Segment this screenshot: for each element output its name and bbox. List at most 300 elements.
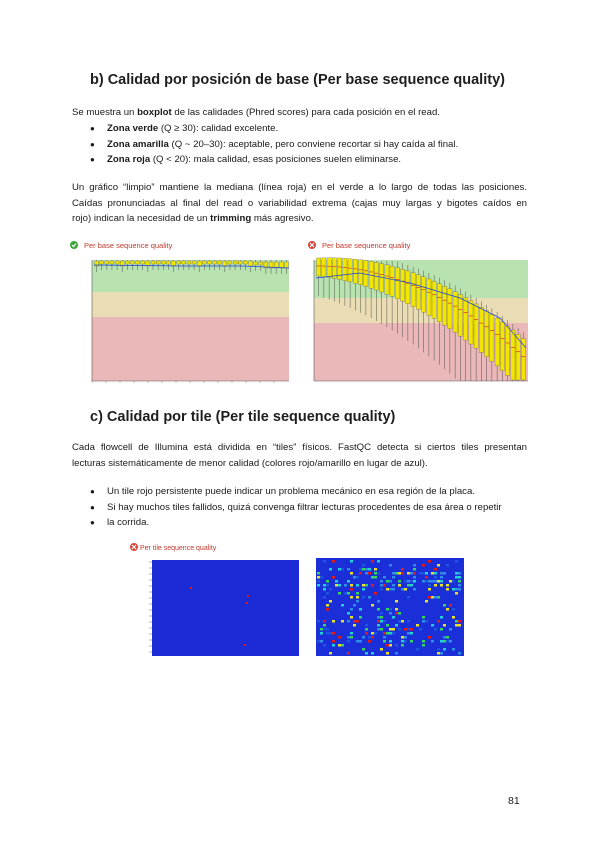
heat-cell	[458, 644, 461, 647]
section-c-bullets	[90, 484, 527, 531]
box	[110, 261, 114, 264]
box	[474, 304, 478, 348]
box	[223, 261, 227, 266]
heat-cell	[428, 580, 431, 583]
heat-cell	[332, 620, 335, 623]
heat-cell	[410, 584, 413, 587]
heat-cell	[380, 628, 383, 631]
heat-cell	[359, 616, 362, 619]
heat-cell	[317, 640, 320, 643]
box	[213, 261, 217, 264]
heat-cell	[347, 592, 350, 595]
heat-cell	[329, 632, 332, 635]
heat-cell	[317, 564, 320, 567]
heat-cell	[422, 616, 425, 619]
heat-cell	[431, 580, 434, 583]
heat-cell	[362, 636, 365, 639]
box	[385, 265, 389, 294]
heat-cell	[341, 620, 344, 623]
heat-cell	[383, 576, 386, 579]
heat-cell	[317, 580, 320, 583]
heat-cell	[350, 636, 353, 639]
heat-cell	[398, 584, 401, 587]
heat-cell	[455, 628, 458, 631]
heat-cell	[341, 644, 344, 647]
box	[348, 259, 352, 282]
heat-cell	[437, 564, 440, 567]
heat-cell	[374, 568, 377, 571]
box	[125, 261, 129, 264]
heat-cell	[332, 632, 335, 635]
heat-cell	[356, 592, 359, 595]
heat-cell	[431, 572, 434, 575]
heat-cell	[353, 576, 356, 579]
heat-cell	[368, 596, 371, 599]
heat-cell	[350, 588, 353, 591]
heat-cell	[443, 640, 446, 643]
heat-cell	[434, 576, 437, 579]
heat-cell	[425, 580, 428, 583]
box	[322, 258, 326, 277]
heat-cell	[362, 564, 365, 567]
para-line: Cada flowcell de Illumina está dividida en “tiles” físicos. FastQC detecta si ciertos tiles presentan	[72, 442, 527, 453]
heat-cell	[323, 596, 326, 599]
heat-cell	[323, 588, 326, 591]
box	[464, 298, 468, 341]
heat-cell	[344, 592, 347, 595]
heat-cell	[359, 640, 362, 643]
heat-cell	[377, 608, 380, 611]
heat-cell	[365, 572, 368, 575]
heat-cell	[440, 580, 443, 583]
heat-cell	[437, 648, 440, 651]
heat-cell	[392, 628, 395, 631]
heat-cell	[317, 572, 320, 575]
heat-cell	[428, 584, 431, 587]
page-number: 81	[508, 795, 520, 807]
heat-cell	[401, 572, 404, 575]
heat-cell	[356, 620, 359, 623]
heat-cell	[323, 584, 326, 587]
heat-cell	[377, 628, 380, 631]
per-base-good-plot	[62, 238, 292, 386]
heat-cell	[422, 564, 425, 567]
heat-cell	[422, 644, 425, 647]
heat-cell	[371, 636, 374, 639]
box	[317, 258, 321, 276]
box	[243, 261, 247, 264]
heat-cell	[347, 652, 350, 655]
box	[458, 295, 462, 337]
heat-cell	[392, 596, 395, 599]
heat-cell	[407, 632, 410, 635]
heat-cell	[362, 596, 365, 599]
heat-cell	[362, 588, 365, 591]
heat-cell	[455, 612, 458, 615]
heat-cell	[338, 636, 341, 639]
heat-cell	[356, 600, 359, 603]
box	[479, 307, 483, 352]
box	[495, 318, 499, 366]
heat-cell	[443, 572, 446, 575]
heat-cell	[392, 588, 395, 591]
para-line	[72, 211, 527, 227]
heat-cell	[437, 652, 440, 655]
heat-cell	[455, 576, 458, 579]
heat-cell	[332, 576, 335, 579]
bullet-text: (Q ≥ 30): calidad excelente.	[158, 123, 279, 134]
heat-cell	[398, 580, 401, 583]
heat-cell	[431, 640, 434, 643]
heat-cell	[413, 584, 416, 587]
heat-cell	[329, 588, 332, 591]
heat-cell	[371, 584, 374, 587]
heat-cell	[404, 604, 407, 607]
heat-cell	[350, 572, 353, 575]
heat-cell	[350, 596, 353, 599]
section-b-intro	[72, 105, 440, 121]
heat-cell	[359, 588, 362, 591]
figure-title: Per base sequence quality	[322, 241, 411, 250]
box	[332, 258, 336, 279]
bullet-bold: Zona amarilla	[107, 138, 169, 150]
heat-cell	[350, 616, 353, 619]
box	[469, 301, 473, 344]
box	[182, 261, 186, 264]
box	[254, 262, 258, 265]
intro-text-end: de las calidades (Phred scores) para cada posición en el read.	[171, 107, 440, 118]
box	[228, 261, 232, 264]
heat-cell	[377, 624, 380, 627]
heat-cell	[365, 628, 368, 631]
heat-cell	[338, 576, 341, 579]
heat-cell	[359, 608, 362, 611]
bullet-item: ● Si hay muchos tiles fallidos, quizá convenga filtrar lecturas procedentes de esa área o repetir	[90, 500, 527, 516]
heat-cell	[413, 588, 416, 591]
heat-cell	[455, 588, 458, 591]
heat-cell	[401, 568, 404, 571]
heat-cell	[377, 600, 380, 603]
box	[202, 261, 206, 264]
bullet-bold: Zona verde	[107, 123, 159, 134]
section-c-heading: c) Calidad por tile (Per tile sequence quality)	[90, 409, 396, 425]
heat-cell	[365, 632, 368, 635]
heat-cell	[326, 632, 329, 635]
para-text: más agresivo.	[251, 213, 314, 224]
heat-cell	[440, 640, 443, 643]
heat-cell	[380, 580, 383, 583]
heat-cell	[383, 572, 386, 575]
heat-cell	[404, 620, 407, 623]
box	[172, 261, 176, 266]
heat-cell	[389, 644, 392, 647]
heat-cell	[368, 628, 371, 631]
heat-cell	[356, 584, 359, 587]
heat-cell	[341, 604, 344, 607]
heat-cell	[449, 640, 452, 643]
figure-per-base-good	[62, 238, 292, 386]
heat-cell	[449, 628, 452, 631]
bullet-text: (Q < 20): mala calidad, esas posiciones suelen eliminarse.	[150, 154, 402, 165]
heat-cell	[371, 652, 374, 655]
heat-cell	[434, 568, 437, 571]
para-line: lecturas sistemáticamente de menor calidad (colores rojo/amarillo en lugar de azul).	[72, 457, 428, 469]
bullet-text: (Q ~ 20–30): aceptable, pero conviene recortar si hay caída al final.	[168, 138, 459, 150]
heat-cell	[410, 576, 413, 579]
heat-cell	[317, 620, 320, 623]
heat-cell	[347, 568, 350, 571]
heat-cell	[398, 628, 401, 631]
heat-cell	[359, 644, 362, 647]
box	[427, 279, 431, 315]
heat-cell	[323, 620, 326, 623]
heat-cell	[458, 576, 461, 579]
heat-cell	[389, 628, 392, 631]
heat-cell	[428, 572, 431, 575]
heat-cell	[332, 580, 335, 583]
bullet-bold: Zona roja	[107, 154, 151, 165]
box	[364, 261, 368, 287]
heat-cell	[380, 588, 383, 591]
bullet-red-zone	[90, 152, 530, 168]
heat-cell	[413, 632, 416, 635]
heat-cell	[371, 560, 374, 563]
heat-cell	[434, 584, 437, 587]
heat-cell	[320, 576, 323, 579]
heat-cell	[356, 612, 359, 615]
heat-cell	[425, 620, 428, 623]
heat-cell	[326, 608, 329, 611]
heat-cell	[338, 572, 341, 575]
heat-cell	[422, 620, 425, 623]
heat-cell	[452, 616, 455, 619]
heat-cell	[446, 564, 449, 567]
heat-cell	[329, 596, 332, 599]
box	[238, 261, 242, 264]
heat-cell	[353, 620, 356, 623]
box	[490, 314, 494, 361]
box	[353, 259, 357, 283]
heat-cell	[428, 576, 431, 579]
heat-cell	[389, 580, 392, 583]
bullet-text: la corrida.	[107, 517, 150, 528]
heat-cell	[371, 576, 374, 579]
heat-cell	[446, 608, 449, 611]
heat-cell	[410, 572, 413, 575]
heat-cell	[443, 624, 446, 627]
bullet-item: ● Un tile rojo persistente puede indicar un problema mecánico en esa región de la placa.	[90, 484, 527, 500]
heat-cell	[431, 624, 434, 627]
heat-cell	[413, 564, 416, 567]
heat-cell	[452, 580, 455, 583]
heat-cell	[428, 636, 431, 639]
heat-cell	[416, 648, 419, 651]
heat-cell	[368, 636, 371, 639]
heat-cell	[455, 572, 458, 575]
box	[406, 271, 410, 304]
heat-cell	[386, 592, 389, 595]
heat-cell	[374, 592, 377, 595]
box	[500, 322, 504, 371]
heat-cell	[341, 576, 344, 579]
box	[100, 261, 104, 264]
heat-cell	[443, 636, 446, 639]
heat-cell	[353, 624, 356, 627]
heat-cell	[344, 584, 347, 587]
heat-cell	[389, 612, 392, 615]
heat-cell	[350, 624, 353, 627]
heat-cell	[395, 572, 398, 575]
heat-cell	[326, 568, 329, 571]
heat-cell	[392, 572, 395, 575]
heat-cell	[458, 620, 461, 623]
box	[395, 268, 399, 299]
heat-cell	[326, 592, 329, 595]
heat-cell	[458, 580, 461, 583]
heat-cell	[425, 576, 428, 579]
heat-cell	[455, 560, 458, 563]
heat-cell	[317, 584, 320, 587]
heat-cell	[422, 572, 425, 575]
box	[443, 286, 447, 325]
heat-cell	[323, 628, 326, 631]
heat-cell	[410, 632, 413, 635]
heat-cell	[410, 608, 413, 611]
box	[338, 258, 342, 280]
heat-cell	[443, 648, 446, 651]
heat-cell	[401, 644, 404, 647]
heat-cell	[389, 564, 392, 567]
box	[279, 262, 283, 268]
box	[233, 261, 237, 264]
heat-cell	[431, 596, 434, 599]
heat-cell	[419, 572, 422, 575]
heat-cell	[443, 584, 446, 587]
heat-cell	[401, 616, 404, 619]
heat-cell	[392, 616, 395, 619]
heat-cell	[422, 628, 425, 631]
figure-per-base-bad	[300, 238, 532, 386]
heat-cell	[386, 608, 389, 611]
heat-cell	[434, 580, 437, 583]
heat-cell	[410, 640, 413, 643]
heat-cell	[449, 580, 452, 583]
heat-cell	[383, 620, 386, 623]
heat-cell	[377, 560, 380, 563]
heat-cell	[338, 580, 341, 583]
box	[485, 311, 489, 357]
heat-cell	[440, 616, 443, 619]
heat-cell	[446, 636, 449, 639]
bullet-continuation	[90, 515, 527, 531]
figure-title: Per base sequence quality	[84, 241, 173, 250]
heat-cell	[452, 588, 455, 591]
heat-cell	[347, 580, 350, 583]
heat-cell	[437, 644, 440, 647]
heat-cell	[326, 584, 329, 587]
heat-cell	[365, 624, 368, 627]
heat-cell	[332, 636, 335, 639]
heat-cell	[440, 592, 443, 595]
per-tile-plots	[118, 540, 468, 665]
box	[259, 262, 263, 265]
heat-cell	[401, 620, 404, 623]
heat-cell	[326, 580, 329, 583]
heat-cell	[359, 568, 362, 571]
box	[131, 261, 135, 264]
heat-cell	[347, 620, 350, 623]
heat-cell	[443, 604, 446, 607]
box	[453, 292, 457, 333]
heat-cell	[341, 568, 344, 571]
heat-cell	[356, 576, 359, 579]
heat-cell	[368, 568, 371, 571]
heat-cell	[362, 584, 365, 587]
heat-cell	[320, 640, 323, 643]
heat-cell	[326, 628, 329, 631]
heat-cell	[332, 560, 335, 563]
heat-cell	[458, 584, 461, 587]
heat-cell	[401, 640, 404, 643]
heat-cell	[425, 572, 428, 575]
heat-cell	[350, 560, 353, 563]
box	[192, 261, 196, 264]
heat-cell	[455, 620, 458, 623]
heat-cell	[419, 620, 422, 623]
heat-cell	[458, 624, 461, 627]
heat-cell	[368, 640, 371, 643]
pass-icon	[70, 241, 78, 249]
heat-cell	[446, 584, 449, 587]
heat-cell	[377, 616, 380, 619]
heat-cell	[389, 608, 392, 611]
heat-cell	[395, 608, 398, 611]
section-c-paragraph	[72, 440, 527, 471]
heat-cell	[335, 604, 338, 607]
box	[416, 275, 420, 310]
heat-cell	[389, 640, 392, 643]
heat-cell	[437, 580, 440, 583]
para-line: Caídas pronunciadas al final del read o variabilidad extrema (cajas muy largas y bigotes caídos en	[72, 197, 527, 209]
heat-cell	[440, 652, 443, 655]
heat-cell	[323, 560, 326, 563]
section-b-paragraph	[72, 180, 527, 227]
heat-cell	[392, 576, 395, 579]
box	[390, 266, 394, 296]
heat-cell	[377, 620, 380, 623]
heat-cell	[413, 572, 416, 575]
heat-cell	[350, 632, 353, 635]
section-b-bullets	[90, 121, 530, 168]
heat-cell	[407, 596, 410, 599]
heat-cell	[383, 640, 386, 643]
heat-cell	[422, 640, 425, 643]
heat-cell	[374, 632, 377, 635]
heat-cell	[401, 588, 404, 591]
heat-cell	[374, 572, 377, 575]
figure-per-tile	[118, 540, 468, 665]
heat-cell	[380, 632, 383, 635]
heat-cell	[326, 604, 329, 607]
heat-cell	[329, 568, 332, 571]
heat-cell	[356, 596, 359, 599]
heat-cell	[332, 644, 335, 647]
heat-cell	[395, 624, 398, 627]
box	[141, 261, 145, 264]
heat-cell	[410, 628, 413, 631]
heat-cell	[434, 652, 437, 655]
heat-cell	[404, 640, 407, 643]
